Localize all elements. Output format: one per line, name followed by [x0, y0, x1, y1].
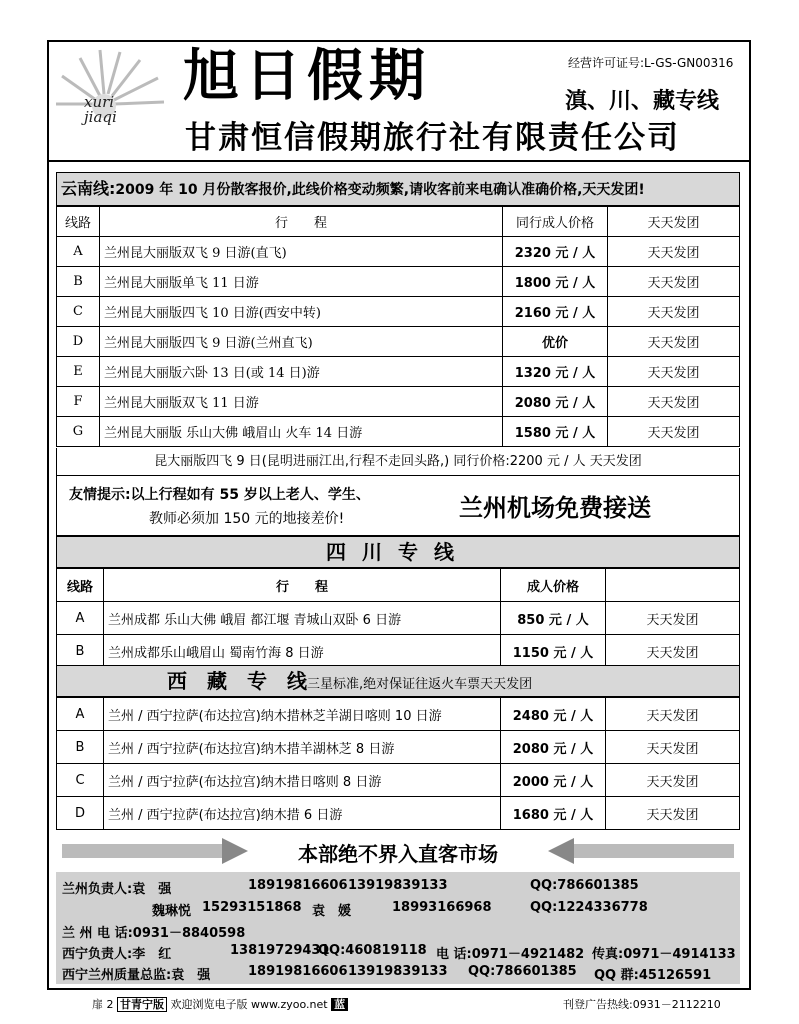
header-divider [47, 160, 751, 162]
table-header-row: 线路 行 程 成人价格 [57, 569, 740, 602]
slogan-band [56, 836, 740, 866]
table-header-row [57, 207, 740, 237]
table-row: F 兰州昆大丽版双飞 11 日游 2080 元 / 人 天天发团 [57, 387, 740, 417]
yunnan-extra-offer: 昆大丽版四飞 9 日(昆明进丽江出,行程不走回头路,) 同行价格:2200 元 / 人 天天发团 [56, 448, 740, 476]
table-row: A 兰州成都 乐山大佛 峨眉 都江堰 青城山双卧 6 日游 850 元 / 人 天天发团 [57, 602, 740, 635]
tip-line-2: 教师必须加 150 元的地接差价! [149, 511, 345, 527]
col-header-code: 线路 [57, 207, 100, 237]
col-header-route: 行 程 [100, 207, 503, 237]
col-header-price: 同行成人价格 [503, 207, 608, 237]
table-row: B 兰州昆大丽版单飞 11 日游 1800 元 / 人 天天发团 [57, 267, 740, 297]
table-row: G 兰州昆大丽版 乐山大佛 峨眉山 火车 14 日游 1580 元 / 人 天天发团 [57, 417, 740, 447]
yunnan-banner [56, 172, 740, 206]
table-row: B 兰州成都乐山峨眉山 蜀南竹海 8 日游 1150 元 / 人 天天发团 [57, 635, 740, 668]
yunnan-table [56, 206, 740, 447]
tips-box [56, 476, 740, 536]
table-row: A 兰州 / 西宁拉萨(布达拉宫)纳木措林芝羊湖日喀则 10 日游 2480 元 / 人 天天发团 [57, 698, 740, 731]
table-row: D 兰州昆大丽版四飞 9 日游(兰州直飞) 优价 天天发团 [57, 327, 740, 357]
table-row: D 兰州 / 西宁拉萨(布达拉宫)纳木措 6 日游 1680 元 / 人 天天发团 [57, 797, 740, 830]
tibet-title: 西 藏 专 线 [167, 669, 307, 693]
slogan-text: 本部绝不界入直客市场 [298, 842, 498, 866]
ad-hotline: 刊登广告热线:0931－2112210 [563, 998, 721, 1011]
logo-wordmark: xuri jiaqi [84, 93, 117, 126]
table-row: C 兰州 / 西宁拉萨(布达拉宫)纳木措日喀则 8 日游 2000 元 / 人 天天发团 [57, 764, 740, 797]
sichuan-heading: 四川专线 [56, 536, 740, 568]
table-row: A 兰州昆大丽版双飞 9 日游(直飞) 2320 元 / 人 天天发团 [57, 237, 740, 267]
tibet-heading [56, 665, 740, 697]
company-name: 甘肃恒信假期旅行社有限责任公司 [185, 120, 680, 156]
contacts-panel: 兰州负责人:袁 强 18919816606 13919839133 QQ:786601385 魏琳悦 15293151868 袁 媛 18993166968 QQ:1224336778 兰 州 电 话:0931－8840598 西宁负责人:李 红 13819729431 QQ:460819118 电 话:0971－4921482 传真:0971－4914133 西宁兰州质量总监:袁 强 18919816606 13919839133 QQ:786601385 QQ 群:45126591 [56, 872, 740, 984]
yunnan-notice: 2009 年 10 月份散客报价,此线价格变动频繁,请收客前来电确认准确价格,天天发团! [115, 182, 645, 198]
footer-left [92, 996, 348, 1012]
tibet-table [56, 697, 740, 830]
license-number: 经营许可证号:L-GS-GN00316 [568, 56, 734, 70]
welcome-text: 欢迎浏览电子版 www.zyoo.net [170, 998, 328, 1011]
col-header-dep: 天天发团 [608, 207, 740, 237]
table-row: E 兰州昆大丽版六卧 13 日(或 14 日)游 1320 元 / 人 天天发团 [57, 357, 740, 387]
airport-pickup: 兰州机场免费接送 [459, 493, 651, 522]
edition-label: 甘青宁版 [117, 997, 167, 1012]
page-number: 扉 2 [92, 998, 114, 1011]
table-row: B 兰州 / 西宁拉萨(布达拉宫)纳木措羊湖林芝 8 日游 2080 元 / 人 天天发团 [57, 731, 740, 764]
table-row: C 兰州昆大丽版四飞 10 日游(西安中转) 2160 元 / 人 天天发团 [57, 297, 740, 327]
yunnan-tag: 云南线: [61, 179, 116, 198]
color-mark: 蓝 [331, 998, 348, 1011]
tip-line-1: 友情提示:以上行程如有 55 岁以上老人、学生、 [69, 487, 370, 503]
routes-subtitle: 滇、川、藏专线 [565, 88, 720, 114]
brand-title: 旭日假期 [183, 43, 431, 109]
tibet-subtitle: 三星标准,绝对保证往返火车票天天发团 [307, 677, 533, 692]
sichuan-table [56, 568, 740, 668]
